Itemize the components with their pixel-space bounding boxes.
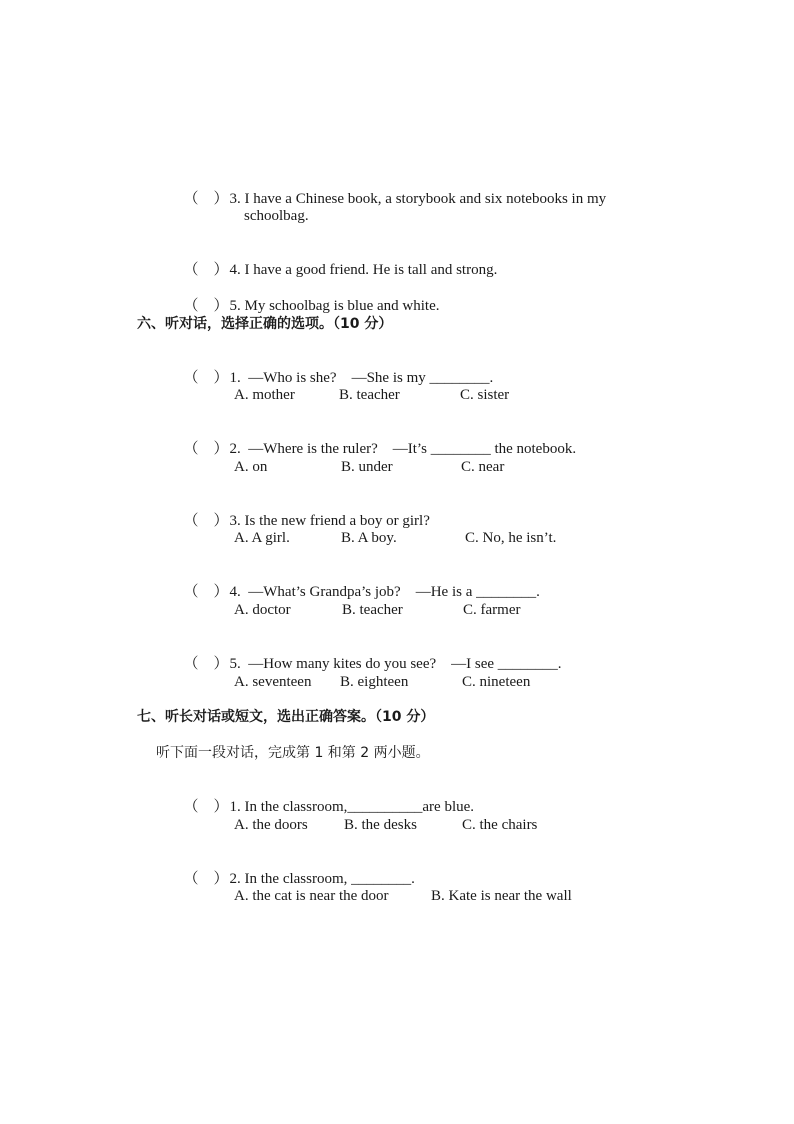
answer-blank[interactable]: （ ）	[183, 370, 229, 386]
question-6-5	[176, 637, 562, 673]
question-text: 1. In the classroom,__________are blue.	[229, 799, 475, 815]
option-c: C. near	[461, 459, 505, 475]
option-a: A. the cat is near the door	[234, 888, 389, 904]
question-text: 4. —What’s Grandpa’s job? —He is a ________.	[229, 584, 540, 600]
option-c: C. sister	[460, 387, 510, 403]
answer-blank[interactable]: （ ）	[183, 584, 229, 600]
answer-blank[interactable]: （ ）	[183, 262, 229, 278]
option-b: B. A boy.	[341, 530, 397, 546]
question-7-1	[176, 780, 474, 816]
question-7-2	[176, 852, 415, 888]
option-c: C. No, he isn’t.	[465, 530, 557, 546]
option-a: A. on	[234, 459, 268, 475]
option-c: C. farmer	[463, 602, 521, 618]
question-5-5	[176, 279, 439, 315]
question-6-3	[176, 494, 430, 530]
question-text: 1. —Who is she? —She is my ________.	[229, 370, 494, 386]
section-6-title: 六、听对话，选择正确的选项。（10 分）	[137, 316, 393, 332]
question-text: 5. My schoolbag is blue and white.	[229, 298, 440, 314]
option-c: C. the chairs	[462, 817, 538, 833]
option-a: A. mother	[234, 387, 295, 403]
option-b: B. under	[341, 459, 393, 475]
question-text: 3. I have a Chinese book, a storybook and six notebooks in my	[229, 191, 607, 207]
question-5-3-continued: schoolbag.	[244, 208, 309, 224]
option-b: B. eighteen	[340, 674, 409, 690]
question-5-4	[176, 243, 497, 279]
option-c: C. nineteen	[462, 674, 531, 690]
option-b: B. teacher	[342, 602, 403, 618]
answer-blank[interactable]: （ ）	[183, 441, 229, 457]
section-7-instruction: 听下面一段对话，完成第 1 和第 2 两小题。	[156, 745, 430, 761]
section-7-title: 七、听长对话或短文，选出正确答案。（10 分）	[137, 709, 435, 725]
question-6-4	[176, 565, 540, 601]
question-text: 3. Is the new friend a boy or girl?	[229, 513, 430, 529]
option-b: B. the desks	[344, 817, 417, 833]
question-6-1	[176, 351, 493, 387]
question-text: 2. In the classroom, ________.	[229, 871, 415, 887]
answer-blank[interactable]: （ ）	[183, 191, 229, 207]
option-a: A. the doors	[234, 817, 308, 833]
answer-blank[interactable]: （ ）	[183, 513, 229, 529]
option-a: A. doctor	[234, 602, 291, 618]
question-text: 4. I have a good friend. He is tall and strong.	[229, 262, 498, 278]
question-text: 2. —Where is the ruler? —It’s ________ the notebook.	[229, 441, 577, 457]
option-b: B. Kate is near the wall	[431, 888, 572, 904]
question-6-2	[176, 422, 576, 458]
option-b: B. teacher	[339, 387, 400, 403]
option-a: A. A girl.	[234, 530, 290, 546]
question-text: 5. —How many kites do you see? —I see ________.	[229, 656, 562, 672]
answer-blank[interactable]: （ ）	[183, 656, 229, 672]
answer-blank[interactable]: （ ）	[183, 871, 229, 887]
answer-blank[interactable]: （ ）	[183, 799, 229, 815]
option-a: A. seventeen	[234, 674, 312, 690]
question-5-3	[176, 172, 606, 208]
answer-blank[interactable]: （ ）	[183, 298, 229, 314]
